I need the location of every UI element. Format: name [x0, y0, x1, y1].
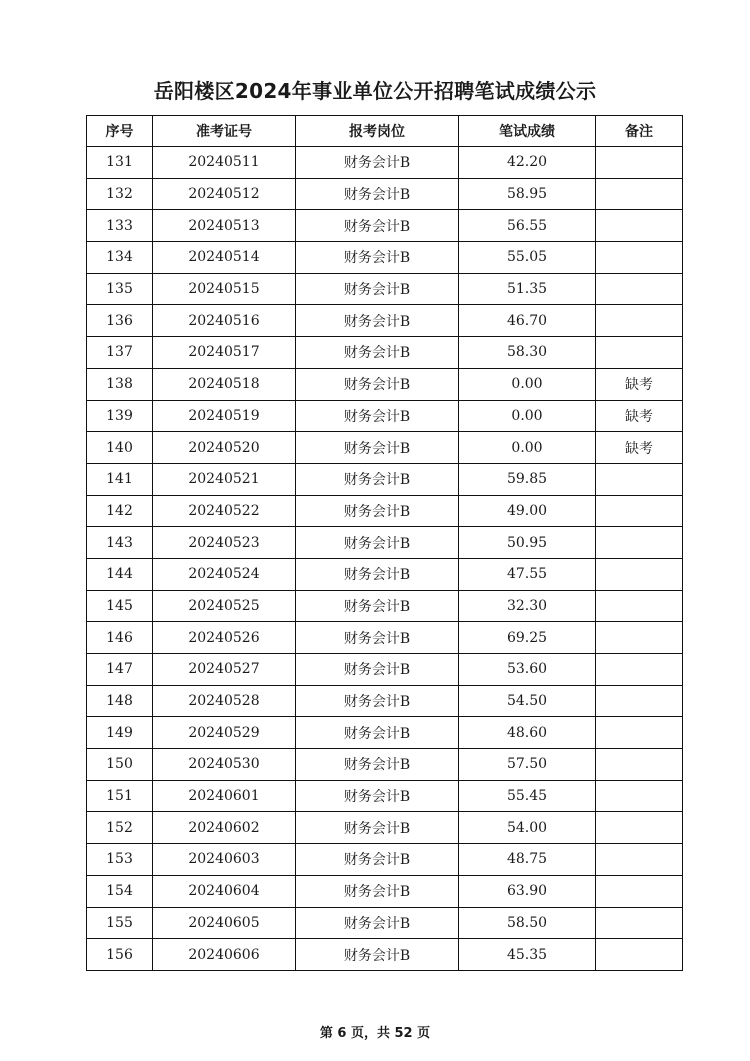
cell-seq: 144 — [87, 558, 153, 590]
table-row — [87, 875, 683, 907]
cell-remark — [596, 875, 683, 907]
cell-exam-id: 20240525 — [153, 590, 296, 622]
page-number: 第 6 页，共 52 页 — [319, 1026, 431, 1041]
table-row — [87, 432, 683, 464]
cell-remark — [596, 337, 683, 369]
cell-exam-id: 20240511 — [153, 147, 296, 179]
table-row — [87, 939, 683, 971]
cell-position: 财务会计B — [296, 178, 459, 210]
cell-exam-id: 20240526 — [153, 622, 296, 654]
cell-remark — [596, 812, 683, 844]
cell-score: 42.20 — [459, 147, 596, 179]
cell-remark — [596, 685, 683, 717]
cell-remark — [596, 210, 683, 242]
cell-position: 财务会计B — [296, 368, 459, 400]
table-row — [87, 463, 683, 495]
cell-score: 55.05 — [459, 242, 596, 274]
cell-position: 财务会计B — [296, 432, 459, 464]
table-row — [87, 685, 683, 717]
cell-exam-id: 20240602 — [153, 812, 296, 844]
header-score: 笔试成绩 — [459, 116, 596, 147]
cell-score: 49.00 — [459, 495, 596, 527]
cell-exam-id: 20240520 — [153, 432, 296, 464]
table-header-row — [87, 116, 683, 147]
table-row — [87, 907, 683, 939]
cell-position: 财务会计B — [296, 654, 459, 686]
cell-seq: 150 — [87, 749, 153, 781]
cell-position: 财务会计B — [296, 400, 459, 432]
cell-remark — [596, 558, 683, 590]
cell-remark — [596, 907, 683, 939]
cell-position: 财务会计B — [296, 939, 459, 971]
cell-score: 56.55 — [459, 210, 596, 242]
cell-remark: 缺考 — [596, 368, 683, 400]
cell-score: 69.25 — [459, 622, 596, 654]
cell-position: 财务会计B — [296, 147, 459, 179]
cell-remark — [596, 749, 683, 781]
cell-score: 45.35 — [459, 939, 596, 971]
score-table — [86, 115, 683, 971]
cell-score: 57.50 — [459, 749, 596, 781]
cell-remark — [596, 305, 683, 337]
cell-seq: 137 — [87, 337, 153, 369]
table-row — [87, 242, 683, 274]
header-position: 报考岗位 — [296, 116, 459, 147]
cell-position: 财务会计B — [296, 210, 459, 242]
cell-seq: 138 — [87, 368, 153, 400]
cell-position: 财务会计B — [296, 495, 459, 527]
cell-position: 财务会计B — [296, 907, 459, 939]
cell-score: 53.60 — [459, 654, 596, 686]
cell-position: 财务会计B — [296, 527, 459, 559]
cell-seq: 145 — [87, 590, 153, 622]
cell-position: 财务会计B — [296, 242, 459, 274]
cell-score: 58.30 — [459, 337, 596, 369]
cell-seq: 153 — [87, 844, 153, 876]
cell-seq: 131 — [87, 147, 153, 179]
cell-seq: 135 — [87, 273, 153, 305]
table-row — [87, 273, 683, 305]
table-row — [87, 400, 683, 432]
cell-remark — [596, 178, 683, 210]
cell-score: 55.45 — [459, 780, 596, 812]
table-row — [87, 622, 683, 654]
cell-seq: 143 — [87, 527, 153, 559]
cell-position: 财务会计B — [296, 749, 459, 781]
table-row — [87, 717, 683, 749]
cell-remark — [596, 495, 683, 527]
cell-score: 46.70 — [459, 305, 596, 337]
cell-position: 财务会计B — [296, 875, 459, 907]
table-body — [87, 147, 683, 971]
cell-position: 财务会计B — [296, 780, 459, 812]
cell-score: 47.55 — [459, 558, 596, 590]
cell-exam-id: 20240603 — [153, 844, 296, 876]
cell-exam-id: 20240523 — [153, 527, 296, 559]
cell-seq: 152 — [87, 812, 153, 844]
cell-position: 财务会计B — [296, 622, 459, 654]
cell-exam-id: 20240524 — [153, 558, 296, 590]
cell-seq: 151 — [87, 780, 153, 812]
cell-seq: 149 — [87, 717, 153, 749]
cell-exam-id: 20240518 — [153, 368, 296, 400]
cell-position: 财务会计B — [296, 463, 459, 495]
table-row — [87, 368, 683, 400]
cell-remark — [596, 463, 683, 495]
cell-remark — [596, 717, 683, 749]
cell-score: 63.90 — [459, 875, 596, 907]
cell-seq: 147 — [87, 654, 153, 686]
table-row — [87, 527, 683, 559]
cell-remark — [596, 147, 683, 179]
cell-remark — [596, 939, 683, 971]
header-exam-id: 准考证号 — [153, 116, 296, 147]
table-row — [87, 210, 683, 242]
cell-exam-id: 20240521 — [153, 463, 296, 495]
cell-seq: 136 — [87, 305, 153, 337]
table-row — [87, 178, 683, 210]
cell-exam-id: 20240514 — [153, 242, 296, 274]
cell-position: 财务会计B — [296, 812, 459, 844]
cell-score: 54.50 — [459, 685, 596, 717]
cell-seq: 156 — [87, 939, 153, 971]
cell-score: 50.95 — [459, 527, 596, 559]
cell-seq: 141 — [87, 463, 153, 495]
cell-exam-id: 20240516 — [153, 305, 296, 337]
cell-exam-id: 20240513 — [153, 210, 296, 242]
cell-exam-id: 20240529 — [153, 717, 296, 749]
table-row — [87, 495, 683, 527]
cell-seq: 140 — [87, 432, 153, 464]
cell-exam-id: 20240512 — [153, 178, 296, 210]
cell-exam-id: 20240604 — [153, 875, 296, 907]
cell-remark — [596, 590, 683, 622]
cell-position: 财务会计B — [296, 305, 459, 337]
cell-score: 54.00 — [459, 812, 596, 844]
table-row — [87, 337, 683, 369]
cell-seq: 155 — [87, 907, 153, 939]
cell-score: 0.00 — [459, 432, 596, 464]
cell-exam-id: 20240519 — [153, 400, 296, 432]
page-title: 岳阳楼区2024年事业单位公开招聘笔试成绩公示 — [153, 79, 597, 103]
table-row — [87, 147, 683, 179]
cell-score: 48.60 — [459, 717, 596, 749]
cell-remark — [596, 654, 683, 686]
cell-remark — [596, 844, 683, 876]
cell-seq: 139 — [87, 400, 153, 432]
cell-position: 财务会计B — [296, 685, 459, 717]
cell-score: 59.85 — [459, 463, 596, 495]
cell-remark — [596, 527, 683, 559]
cell-remark: 缺考 — [596, 400, 683, 432]
table-row — [87, 305, 683, 337]
cell-seq: 133 — [87, 210, 153, 242]
cell-exam-id: 20240606 — [153, 939, 296, 971]
cell-score: 58.95 — [459, 178, 596, 210]
cell-exam-id: 20240527 — [153, 654, 296, 686]
table-row — [87, 590, 683, 622]
cell-exam-id: 20240528 — [153, 685, 296, 717]
cell-seq: 146 — [87, 622, 153, 654]
cell-remark — [596, 780, 683, 812]
header-remark: 备注 — [596, 116, 683, 147]
cell-position: 财务会计B — [296, 717, 459, 749]
table-row — [87, 749, 683, 781]
cell-score: 48.75 — [459, 844, 596, 876]
table-row — [87, 812, 683, 844]
table-row — [87, 558, 683, 590]
cell-score: 58.50 — [459, 907, 596, 939]
cell-position: 财务会计B — [296, 590, 459, 622]
cell-seq: 154 — [87, 875, 153, 907]
cell-seq: 132 — [87, 178, 153, 210]
table-row — [87, 844, 683, 876]
cell-seq: 134 — [87, 242, 153, 274]
table-row — [87, 780, 683, 812]
cell-exam-id: 20240605 — [153, 907, 296, 939]
cell-exam-id: 20240517 — [153, 337, 296, 369]
cell-exam-id: 20240515 — [153, 273, 296, 305]
cell-position: 财务会计B — [296, 844, 459, 876]
cell-exam-id: 20240522 — [153, 495, 296, 527]
cell-remark — [596, 242, 683, 274]
cell-remark — [596, 273, 683, 305]
cell-exam-id: 20240530 — [153, 749, 296, 781]
cell-exam-id: 20240601 — [153, 780, 296, 812]
cell-position: 财务会计B — [296, 337, 459, 369]
header-seq: 序号 — [87, 116, 153, 147]
cell-position: 财务会计B — [296, 558, 459, 590]
cell-position: 财务会计B — [296, 273, 459, 305]
cell-seq: 142 — [87, 495, 153, 527]
cell-remark: 缺考 — [596, 432, 683, 464]
cell-score: 32.30 — [459, 590, 596, 622]
table-row — [87, 654, 683, 686]
cell-seq: 148 — [87, 685, 153, 717]
cell-remark — [596, 622, 683, 654]
cell-score: 0.00 — [459, 400, 596, 432]
cell-score: 0.00 — [459, 368, 596, 400]
cell-score: 51.35 — [459, 273, 596, 305]
